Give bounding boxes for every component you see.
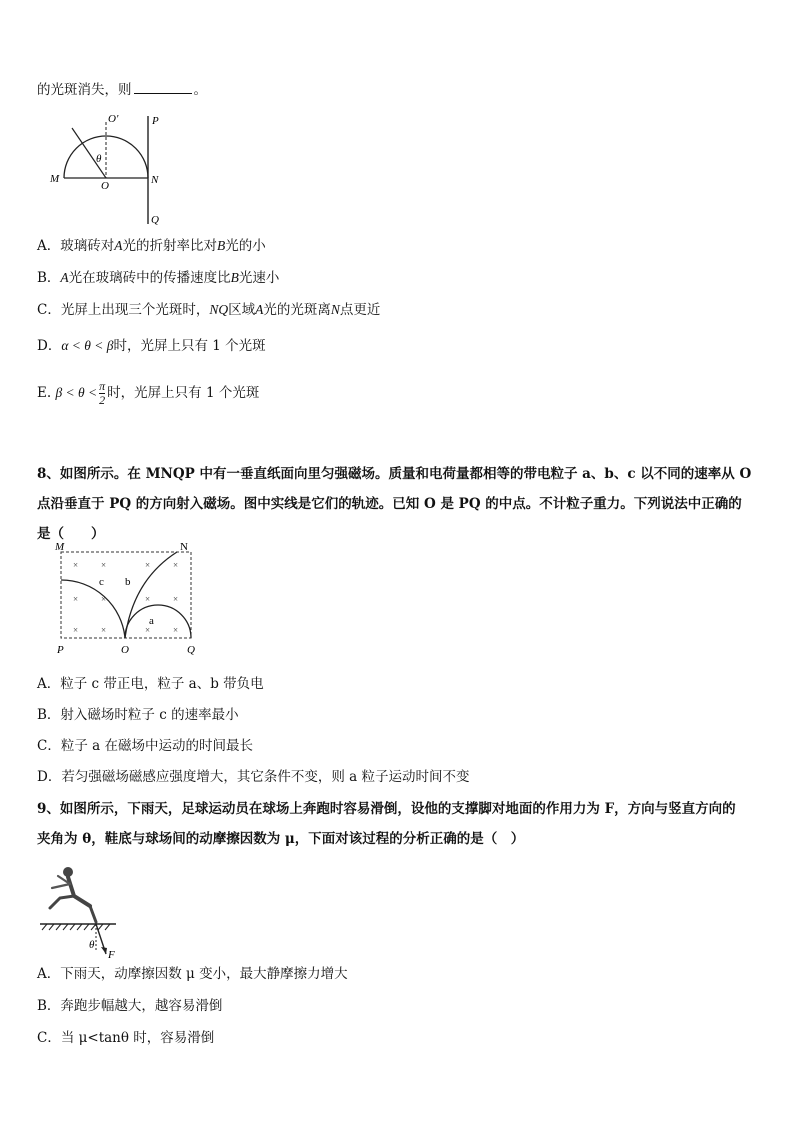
label-n: N [180, 541, 188, 553]
var-b: B [230, 270, 239, 285]
svg-text:×: × [73, 594, 79, 604]
trajectory-a [125, 605, 191, 638]
option-d-prefix: D． [37, 338, 62, 354]
q9-option-c: C．当 μ<tanθ 时，容易滑倒 [37, 1030, 215, 1046]
q7-option-c [37, 300, 380, 320]
option-a-prefix: A．玻璃砖对 [37, 238, 115, 254]
svg-text:×: × [101, 625, 107, 635]
label-o: O [101, 180, 109, 192]
arrow-head-icon [101, 947, 107, 954]
var-b: B [217, 238, 226, 253]
label-m: M [55, 541, 65, 553]
option-b-mid: 光在玻璃砖中的传播速度比 [68, 270, 231, 286]
var-a: A [60, 270, 69, 285]
label-theta: θ [89, 939, 95, 951]
q8-option-b: B．射入磁场时粒子 c 的速率最小 [37, 707, 239, 723]
option-d-suffix: 时，光屏上只有 1 个光斑 [113, 338, 266, 354]
option-c-suffix: 点更近 [339, 302, 381, 318]
q8-option-a: A．粒子 c 带正电，粒子 a、b 带负电 [37, 676, 264, 692]
label-a: a [149, 615, 154, 627]
label-n: N [151, 174, 159, 186]
q7-stem-text: 的光斑消失，则 [37, 82, 132, 98]
label-o-prime: O' [108, 113, 119, 125]
ground-hatch [42, 924, 110, 930]
svg-text:×: × [73, 560, 79, 570]
field-region [61, 552, 191, 638]
q9-stem-line1: 9、如图所示，下雨天，足球运动员在球场上奔跑时容易滑倒，设他的支撑脚对地面的作用力为 F，方向与竖直方向的 [37, 801, 736, 817]
option-d-math: α < θ < β [61, 338, 114, 353]
svg-text:×: × [145, 594, 151, 604]
label-theta: θ [96, 153, 102, 165]
var-a: A [114, 238, 123, 253]
runner-body [68, 877, 90, 906]
q9-option-b: B．奔跑步幅越大，越容易滑倒 [37, 998, 223, 1014]
q8-stem-line2: 点沿垂直于 PQ 的方向射入磁场。图中实线是它们的轨迹。已知 O 是 PQ 的中点。不计粒子重力。下列说法中正确的 [37, 496, 742, 512]
label-p: P [152, 115, 159, 127]
q7-option-b [37, 268, 279, 288]
svg-text:×: × [173, 594, 179, 604]
label-q: Q [187, 644, 195, 656]
option-c-mid: 区域 [228, 302, 256, 318]
frac-num: π [99, 379, 106, 393]
q7-option-e [37, 378, 259, 408]
q7-figure [50, 112, 190, 227]
label-m: M [50, 173, 60, 185]
label-f: F [108, 949, 115, 961]
svg-text:×: × [101, 594, 107, 604]
q7-stem-tail [37, 80, 207, 100]
option-e-prefix: E. [37, 385, 52, 401]
svg-text:×: × [173, 625, 179, 635]
option-b-suffix: 光速小 [238, 270, 280, 286]
trajectory-c [61, 580, 125, 638]
label-b: b [125, 576, 131, 588]
q9-stem-line2: 夹角为 θ，鞋底与球场间的动摩擦因数为 μ，下面对该过程的分析正确的是（ ） [37, 831, 525, 847]
q7-option-d [37, 336, 266, 356]
frac-den: 2 [99, 393, 106, 407]
q7-option-a [37, 236, 266, 256]
q7-stem-end: 。 [193, 82, 207, 98]
option-e-math: β < θ < [55, 385, 98, 400]
svg-text:×: × [73, 625, 79, 635]
q8-stem-line3: 是（ ） [37, 526, 105, 542]
runner-legs [50, 896, 96, 922]
svg-text:×: × [145, 625, 151, 635]
option-c-prefix: C．光屏上出现三个光斑时， [37, 302, 210, 318]
answer-blank [134, 80, 192, 94]
label-q: Q [151, 214, 159, 226]
q8-option-d: D．若匀强磁场磁感应强度增大，其它条件不变，则 a 粒子运动时间不变 [37, 769, 470, 785]
option-a-mid: 光的折射率比对 [122, 238, 217, 254]
option-c-mid2: 光的光斑离 [263, 302, 331, 318]
option-a-suffix: 光的小 [225, 238, 266, 254]
var-a: A [255, 302, 264, 317]
svg-text:×: × [173, 560, 179, 570]
svg-text:×: × [101, 560, 107, 570]
q8-figure [53, 540, 203, 655]
field-crosses [73, 560, 178, 635]
option-b-prefix: B． [37, 270, 61, 286]
q9-figure [38, 862, 128, 962]
q8-stem-line1: 8、如图所示。在 MNQP 中有一垂直纸面向里匀强磁场。质量和电荷量都相等的带电粒子 a、b、c 以不同的速率从 O [37, 466, 752, 482]
label-o: O [121, 644, 129, 656]
q9-option-a: A．下雨天，动摩擦因数 μ 变小，最大静摩擦力增大 [37, 966, 348, 982]
label-p: P [57, 644, 64, 656]
var-n: N [330, 302, 340, 317]
var-nq: NQ [209, 302, 229, 317]
svg-text:×: × [145, 560, 151, 570]
option-e-suffix: 时，光屏上只有 1 个光斑 [107, 385, 260, 401]
label-c: c [99, 576, 104, 588]
q8-option-c: C．粒子 a 在磁场中运动的时间最长 [37, 738, 253, 754]
fraction-pi-over-2 [99, 380, 105, 407]
